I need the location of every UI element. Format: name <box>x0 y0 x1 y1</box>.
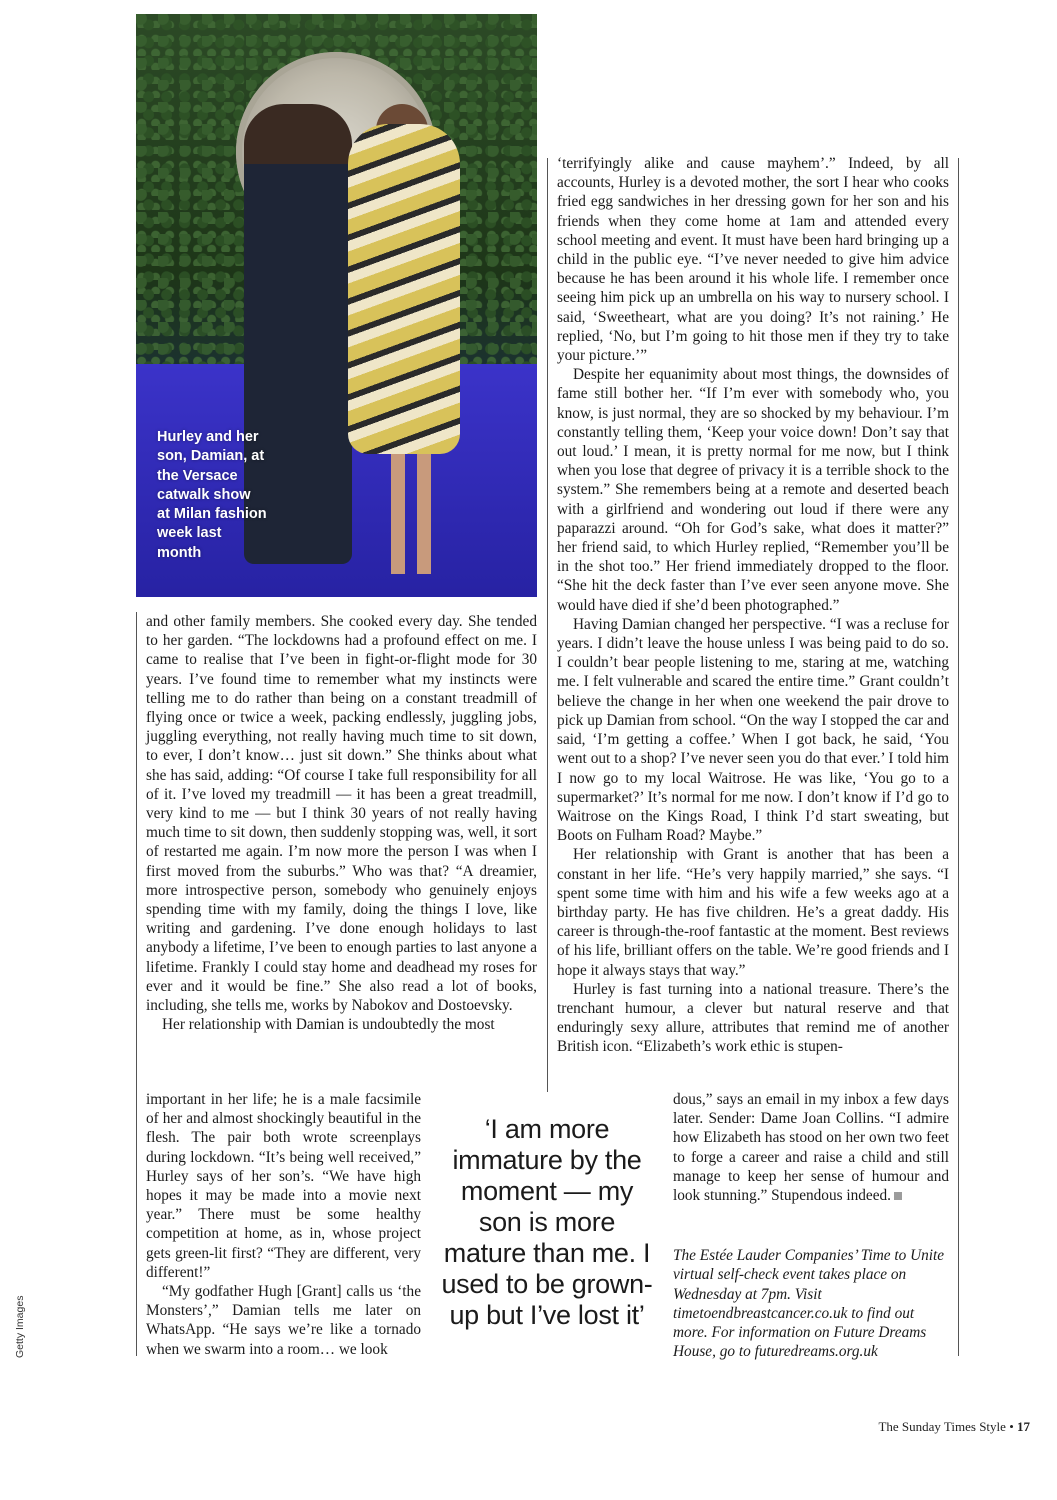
column-rule-middle <box>547 158 548 1092</box>
pull-quote: ‘I am more immature by the moment — my son is more mature than me. I used to be grown-up but I’ve lost it’ <box>441 1114 653 1330</box>
paragraph: Her relationship with Damian is undoubtedly the most <box>162 1016 495 1034</box>
article-column-2 <box>557 154 949 1057</box>
publication-name: The Sunday Times Style <box>878 1419 1006 1434</box>
article-column-1 <box>146 612 537 1034</box>
paragraph-text: dous,” says an email in my inbox a few days later. Sender: Dame Joan Collins. “I admire how Elizabeth has stood on her own two feet to forge a career and raise a child and still manage to keep her sense of humour and look stunning.” Stupendous indeed. <box>673 1091 949 1205</box>
column-rule-right <box>958 158 959 1356</box>
paragraph: Having Damian changed her perspective. “I was a recluse for years. I didn’t leave the house unless I was being paid to do so. I couldn’t bear people listening to me, staring at me, watching me. I felt vulnerable and scared the entire time.” Grant couldn’t believe the change in her when one weekend the pair drove to pick up Damian from school. “On the way I stopped the car and said, ‘I’m getting a coffee.’ When I got back, he said, ‘You went out to a shop? I’ve never seen you do that ever.’ I told him I now go to my local Waitrose. He was like, ‘You go to a supermarket?’ It’s normal for me now. I don’t know if I’d go to Waitrose on the Kings Road, I think I’d start sweating, but Boots on Fulham Road? Maybe.” <box>557 615 949 845</box>
column-rule-left-upper <box>136 612 137 1090</box>
paragraph: Her relationship with Grant is another that has been a constant in her life. “He’s very happily married,” she says. “I spent some time with him and his wife a few weeks ago at a birthday party. He has five children. He’s a great daddy. His career is through-the-roof fantastic at the moment. Best reviews of his life, brilliant offers on the table. We’re good friends and I hope it always stays that way.” <box>557 846 949 979</box>
photo-credit: Getty Images <box>14 1295 26 1358</box>
article-column-2-lower <box>673 1090 949 1205</box>
paragraph: ‘terrifyingly alike and cause mayhem’.” Indeed, by all accounts, Hurley is a devoted mother, the sort I hear who cooks fried egg sandwiches in her dressing gown for her son and his friends when they come home at 1am and attended every school meeting and event. It must have been hard bringing up a child in the public eye. “I’ve never needed to give him advice because he has been around it his whole life. I remember once seeing him pick up an umbrella on his way to nursery school. I said, ‘Sweetheart, what are you doing? It’s not raining.’ He replied, ‘No, but I’m going to hit those men if they try to take your picture.’” <box>557 155 949 365</box>
column-rule-left-lower <box>136 1090 137 1356</box>
page-footer <box>878 1419 1030 1435</box>
paragraph: Hurley is fast turning into a national treasure. There’s the trenchant humour, a clever but natural reserve and that enduringly sexy allure, attributes that remind me of another British icon. “Elizabeth’s work ethic is stupen- <box>557 980 949 1056</box>
paragraph: and other family members. She cooked every day. She tended to her garden. “The lockdowns had a profound effect on me. I came to realise that I’ve been in fight-or-flight mode for 30 years. I’ve found time to remember what my instincts were telling me to do rather than being on a constant treadmill of flying once or twice a week, packing endlessly, juggling jobs, juggling everything, not really having much time to sit down, to ever, I don’t know… just sit down.” She thinks about what she has said, adding: “Of course I take full responsibility for all of it. I’ve loved my treadmill — it has been a great treadmill, very kind to me — but I think 30 years of not really having much time to sit down, then suddenly stopping was, well, it sort of restarted me again. I’m now more the person I was when I first moved from the suburbs.” Who was that? “A dreamier, more introspective person, somebody who genuinely enjoys spending time with my family, doing the things I love, like writing and gardening. I’ve done enough holidays to last anybody a lifetime, I’ve been to enough parties to last anyone a lifetime. Frankly I could stay home and deadhead my roses for ever and it would be fine.” She also read a lot of books, including, she tells me, works by Nabokov and Dostoevsky. <box>146 613 537 1015</box>
photo-caption: Hurley and her son, Damian, at the Versace catwalk show at Milan fashion week last month <box>157 429 267 561</box>
paragraph: important in her life; he is a male facsimile of her and almost shockingly beautiful in the flesh. The pair both wrote screenplays during lockdown. “It’s being well received,” Hurley says of her son’s. “We have high hopes it may be made into a movie next year.” There must be some healthy competition at home, as in, whose project gets green-lit first? “They are different, very different!” <box>146 1091 421 1281</box>
page-number: 17 <box>1017 1419 1030 1434</box>
paragraph: Despite her equanimity about most things, the downsides of fame still bother her. “If I’m ever with somebody who, you know, is just normal, they are so shocked by my behaviour. I’m constantly telling them, ‘Keep your voice down! Don’t say that out loud.’ I mean, it is pretty normal for me now, but I think when you lose that degree of privacy it is a terrible shock to the system.” She remembers being at a remote and deserted beach with a girlfriend and wondering out loud if there were any paparazzi around. “Oh for God’s sake, what does it matter?” her friend said, to which Hurley replied, “Remember you’ll be in the shot too.” Her friend immediately dropped to the floor. “She hit the deck faster than I’ve ever seen anyone move. She would have died if she’d been photographed.” <box>557 366 949 614</box>
photo-figure-hurley-legs <box>391 454 431 574</box>
photo-figure-hurley-dress <box>348 124 460 454</box>
footer-separator: • <box>1009 1419 1014 1434</box>
paragraph <box>673 1090 949 1205</box>
feature-photo <box>136 14 537 597</box>
article-column-1-lower <box>146 1090 421 1359</box>
paragraph: “My godfather Hugh [Grant] calls us ‘the Monsters’,” Damian tells me later on WhatsApp. “He says we’re like a tornado when we swarm into a room… we look <box>146 1283 421 1358</box>
promo-note: The Estée Lauder Companies’ Time to Unite virtual self-check event takes place on Wednesday at 7pm. Visit timetoendbreastcancer.co.uk to find out more. For information on Future Dreams House, go to futuredreams.org.uk <box>673 1247 945 1361</box>
end-mark-icon <box>894 1192 902 1200</box>
